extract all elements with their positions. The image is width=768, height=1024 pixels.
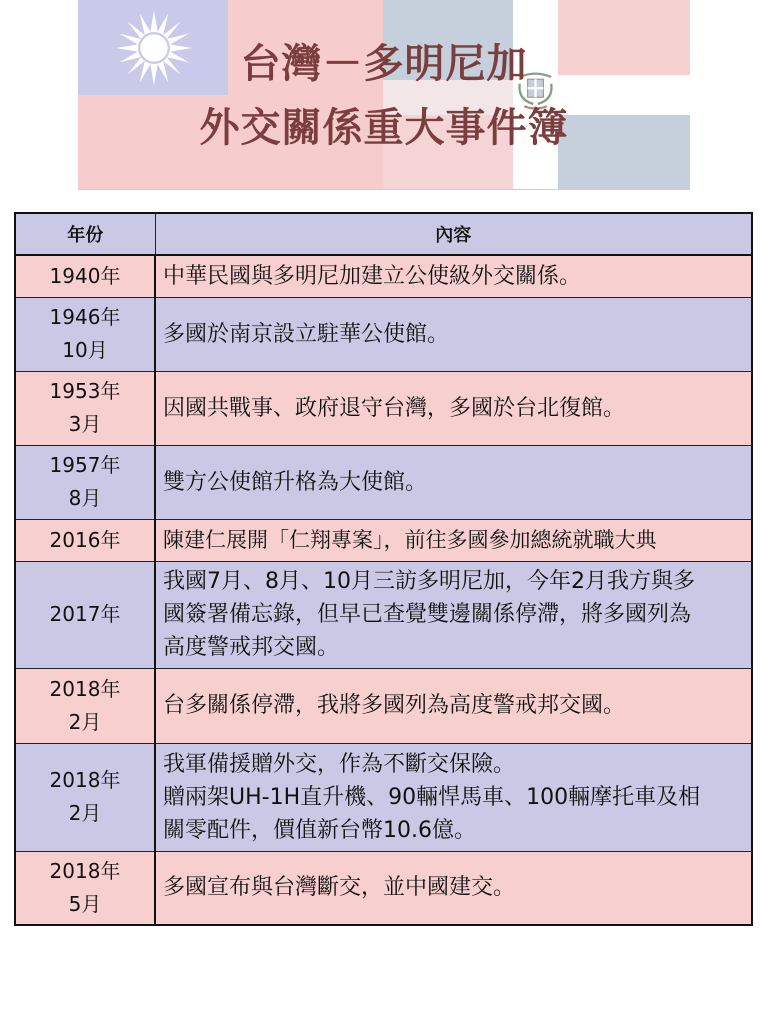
year-cell: 1946年 10月 [15, 297, 155, 371]
year-cell: 2016年 [15, 519, 155, 561]
year-cell: 1940年 [15, 255, 155, 297]
header-banner [78, 0, 690, 190]
table-row [15, 743, 752, 851]
table-row [15, 371, 752, 445]
year-cell: 2018年 5月 [15, 851, 155, 925]
column-header-content: 內容 [155, 213, 752, 255]
year-cell: 2018年 2月 [15, 743, 155, 851]
events-table [14, 212, 753, 926]
content-cell: 雙方公使館升格為大使館。 [155, 445, 752, 519]
table-row [15, 255, 752, 297]
table-row [15, 445, 752, 519]
content-cell: 我軍備援贈外交，作為不斷交保險。 贈兩架UH-1H直升機、90輛悍馬車、100輛摩托車及相 關零配件，價值新台幣10.6億。 [155, 743, 752, 851]
year-cell: 1953年 3月 [15, 371, 155, 445]
content-cell: 多國於南京設立駐華公使館。 [155, 297, 752, 371]
banner-divider [78, 189, 690, 190]
table-row [15, 561, 752, 668]
table-row [15, 668, 752, 743]
content-cell: 多國宣布與台灣斷交，並中國建交。 [155, 851, 752, 925]
content-cell: 中華民國與多明尼加建立公使級外交關係。 [155, 255, 752, 297]
column-header-year: 年份 [15, 213, 155, 255]
content-cell: 我國7月、8月、10月三訪多明尼加，今年2月我方與多 國簽署備忘錄，但早已查覺雙邊關係停滯，將多國列為 高度警戒邦交國。 [155, 561, 752, 668]
year-cell: 1957年 8月 [15, 445, 155, 519]
year-cell: 2018年 2月 [15, 668, 155, 743]
page-title-line1: 台灣－多明尼加 [240, 41, 528, 87]
content-cell: 台多關係停滯，我將多國列為高度警戒邦交國。 [155, 668, 752, 743]
year-cell: 2017年 [15, 561, 155, 668]
content-cell: 陳建仁展開「仁翔專案」，前往多國參加總統就職大典 [155, 519, 752, 561]
page-title-line2: 外交關係重大事件簿 [199, 105, 569, 151]
table-row [15, 851, 752, 925]
table-row [15, 297, 752, 371]
content-cell: 因國共戰事、政府退守台灣，多國於台北復館。 [155, 371, 752, 445]
table-row [15, 519, 752, 561]
table-header-row [15, 213, 752, 255]
